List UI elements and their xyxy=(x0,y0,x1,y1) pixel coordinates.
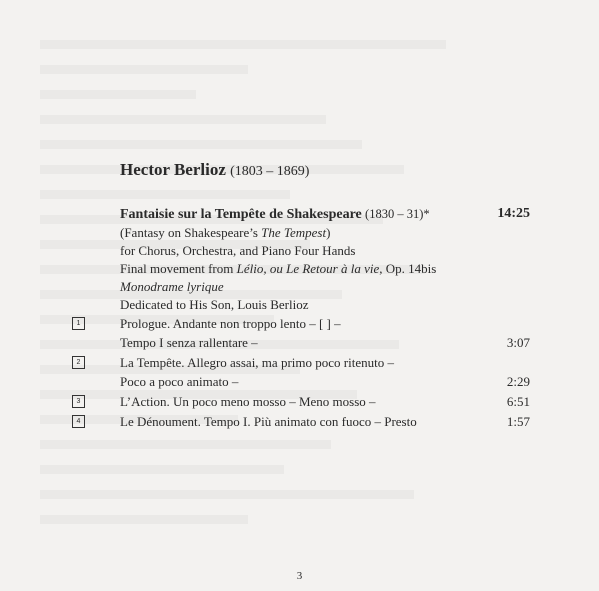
work-title: Fantaisie sur la Tempête de Shakespeare xyxy=(120,207,362,222)
track-duration: 1:57 xyxy=(506,414,530,429)
work-dates: (1830 – 31)* xyxy=(365,207,430,221)
work-title-line xyxy=(120,205,530,224)
track-item xyxy=(72,314,530,352)
track-number-box: 1 xyxy=(72,317,85,330)
work-total-duration: 14:25 xyxy=(497,206,530,221)
track-number-box: 4 xyxy=(72,415,85,428)
track-item xyxy=(72,353,530,391)
track-list xyxy=(72,314,530,432)
track-duration: 6:51 xyxy=(506,394,530,409)
composer-heading xyxy=(120,160,309,180)
work-genre: Monodrame lyrique xyxy=(120,279,224,294)
track-title: Prologue. Andante non troppo lento – [ ] – xyxy=(120,316,341,331)
page-number: 3 xyxy=(296,570,303,582)
work-dedication: Dedicated to His Son, Louis Berlioz xyxy=(120,297,309,312)
track-title: L’Action. Un poco meno mosso – Meno mosso – xyxy=(120,394,376,409)
track-duration: 2:29 xyxy=(506,374,530,389)
track-title: Le Dénoument. Tempo I. Più animato con fuoco – Presto xyxy=(120,414,417,429)
work-movement-source: Final movement from Lélio, ou Le Retour à la vie, Op. 14bis xyxy=(120,261,437,276)
composer-dates: (1803 – 1869) xyxy=(230,164,310,179)
track-title: La Tempête. Allegro assai, ma primo poco ritenuto – xyxy=(120,355,394,370)
work-block xyxy=(120,205,530,314)
track-title-continued: Poco a poco animato – xyxy=(120,374,239,389)
track-number-box: 3 xyxy=(72,395,85,408)
composer-name: Hector Berlioz xyxy=(120,160,226,179)
work-scoring: for Chorus, Orchestra, and Piano Four Hands xyxy=(120,243,356,258)
track-title-continued: Tempo I senza rallentare – xyxy=(120,335,258,350)
work-subtitle: (Fantasy on Shakespeare’s The Tempest) xyxy=(120,225,331,240)
track-duration: 3:07 xyxy=(506,335,530,350)
track-item xyxy=(72,392,530,411)
track-item xyxy=(72,412,530,431)
track-number-box: 2 xyxy=(72,356,85,369)
